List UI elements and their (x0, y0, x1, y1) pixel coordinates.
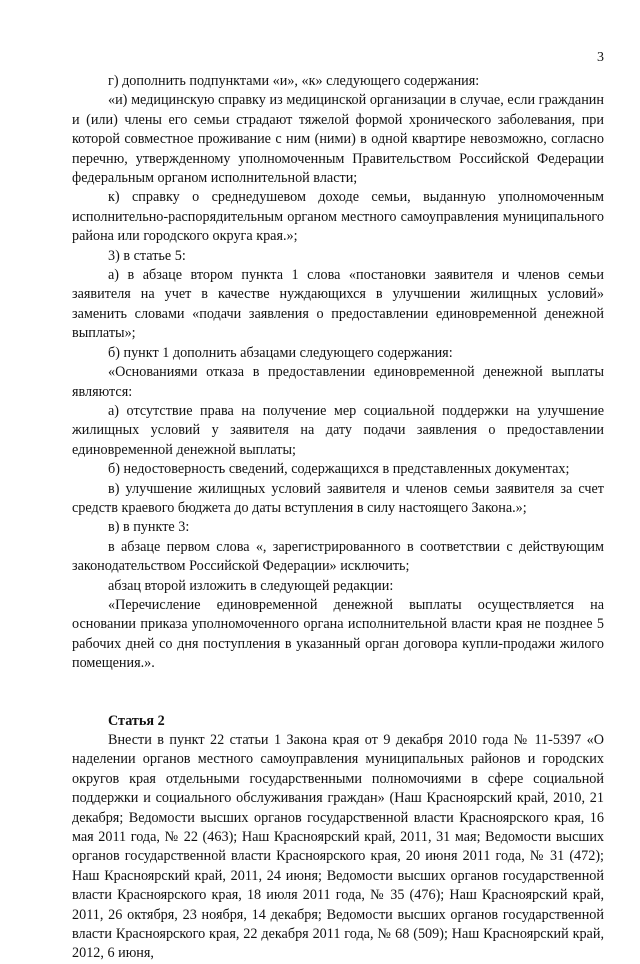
spacer (72, 674, 604, 693)
paragraph: в абзаце первом слова «, зарегистрированного в соответствии с действующим законодательством Российской Федерации» исключить; (72, 538, 604, 575)
paragraph: «и) медицинскую справку из медицинской организации в случае, если гражданин и (или) члены его семьи страдают тяжелой формой хронического заболевания, при которой совместное проживание с ним (ними) в одной квартире невозможно, согласно перечню, утвержденному уполномоченным Правительством Российской Федерации федеральным органом исполнительной власти; (72, 92, 604, 187)
paragraph: г) дополнить подпунктами «и», «к» следующего содержания: (108, 73, 480, 89)
article-heading: Статья 2 (108, 712, 165, 729)
paragraph: в) в пункте 3: (108, 519, 190, 536)
paragraph: б) пункт 1 дополнить абзацами следующего содержания: (108, 344, 453, 361)
paragraph: к) справку о среднедушевом доходе семьи, выданную уполномоченным исполнительно-распорядительным органом местного самоуправления муниципального района или городского округа края.»; (72, 189, 604, 245)
paragraph: 3) в статье 5: (108, 247, 186, 264)
spacer (72, 693, 604, 712)
paragraph: «Перечисление единовременной денежной выплаты осуществляется на основании приказа уполномоченного органа исполнительной власти края не позднее 5 рабочих дней со дня поступления в указанный орган договора купли-продажи жилого помещения.». (72, 596, 604, 672)
paragraph: в) улучшение жилищных условий заявителя и членов семьи заявителя за счет средств краевого бюджета до даты вступления в силу настоящего Закона.»; (72, 480, 604, 516)
paragraph: б) недостоверность сведений, содержащихся в представленных документах; (108, 461, 570, 478)
paragraph: «Основаниями отказа в предоставлении единовременной денежной выплаты являются: (72, 364, 604, 400)
page-number: 3 (597, 50, 604, 65)
paragraph: Внести в пункт 22 статьи 1 Закона края от 9 декабря 2010 года № 11-5397 «О наделении органов местного самоуправления муниципальных районов и городских округов края отдельными государственными полномочиями в сфере социальной поддержки и социального обслуживания граждан» (Наш Красноярский край, 2010, 21 декабря; Ведомости высших органов государственной власти Красноярского края, 16 мая 2011 года, № 22 (463); Наш Красноярский край, 2011, 31 мая; Ведомости высших органов государственной власти Красноярского края, 20 июня 2011 года, № 31 (472); Наш Красноярский край, 2011, 24 июня; Ведомости высших органов государственной власти Красноярского края, 18 июля 2011 года, № 35 (476); Наш Красноярский край, 2011, 26 октября, 23 ноября, 14 декабря; Ведомости высших органов государственной власти Красноярского края, 22 декабря 2011 года, № 68 (509); Наш Красноярский край, 2012, 6 июня, (72, 732, 604, 962)
paragraph: а) в абзаце втором пункта 1 слова «постановки заявителя и членов семьи заявителя на учет в качестве нуждающихся в улучшении жилищных условий» заменить словами «подачи заявления о предоставлении единовременной денежной выплаты»; (72, 267, 604, 342)
paragraph: а) отсутствие права на получение мер социальной поддержки на улучшение жилищных условий у заявителя на дату подачи заявления о предоставлении единовременной денежной выплаты; (72, 402, 604, 458)
paragraph: абзац второй изложить в следующей редакции: (108, 577, 394, 594)
document-body (72, 72, 604, 964)
